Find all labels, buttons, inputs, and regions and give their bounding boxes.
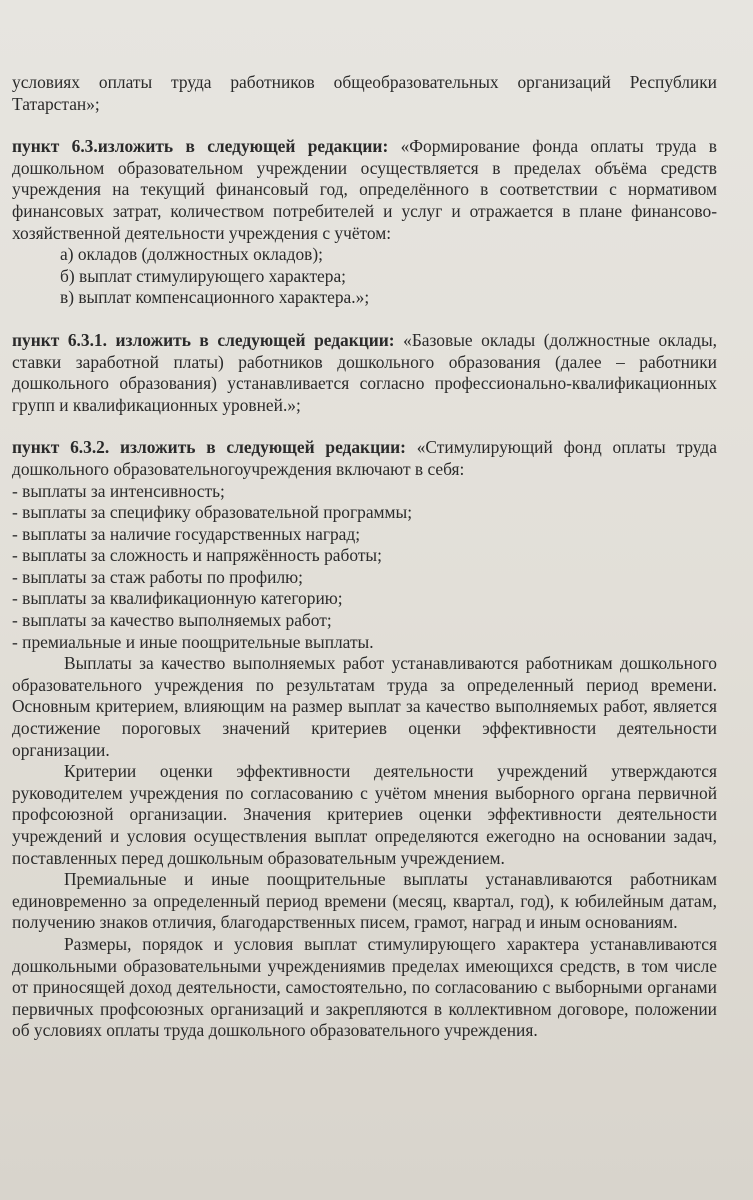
section-6-3 [12, 136, 717, 244]
section-6-3-label: пункт 6.3.изложить в следующей редакции: [12, 136, 389, 157]
section-6-3-2-label: пункт 6.3.2. изложить в следующей редакции: [12, 437, 406, 458]
body-paragraph: Критерии оценки эффективности деятельности учреждений утверждаются руководителем учреждения по согласованию с учётом мнения выборного органа первичной профсоюзной организации. Значения критериев оценки эффективности деятельности учреждений и условия осуществления выплат определяются ежегодно на основании задач, поставленных перед дошкольным образовательным учреждением. [12, 761, 717, 868]
body-paragraph: Размеры, порядок и условия выплат стимулирующего характера устанавливаются дошкольными образовательными учреждениямив пределах имеющихся средств, в том числе от приносящей доход деятельности, самостоятельно, по согласованию с выборными органами первичных профсоюзных организаций и закрепляются в коллективном договоре, положении об условиях оплаты труда дошкольного образовательного учреждения. [12, 933, 717, 1041]
list-item: в) выплат компенсационного характера.»; [60, 287, 370, 308]
list-item: б) выплат стимулирующего характера; [60, 265, 347, 286]
list-item: - выплаты за наличие государственных наград; [12, 523, 361, 544]
section-6-3-2-list [12, 481, 717, 654]
list-item: - выплаты за качество выполняемых работ; [12, 610, 332, 631]
spacer [12, 309, 717, 330]
list-item: - выплаты за специфику образовательной программы; [12, 502, 413, 523]
section-6-3-2 [12, 437, 717, 480]
section-6-3-1-text: «Базовые оклады (должностные оклады, ставки заработной платы) работников дошкольного образования (далее – работники дошкольного образования) устанавливается согласно профессионально-квалификационных групп и квалификационных уровней.»; [12, 329, 717, 415]
list-item: - выплаты за стаж работы по профилю; [12, 566, 303, 587]
list-item: - выплаты за сложность и напряжённость работы; [12, 545, 382, 566]
intro-paragraph: условиях оплаты труда работников общеобразовательных организаций Республики Татарстан»; [12, 72, 717, 114]
spacer [12, 416, 717, 437]
section-6-3-list [12, 244, 717, 309]
list-item: - выплаты за квалификационную категорию; [12, 588, 343, 609]
list-item: а) окладов (должностных окладов); [60, 244, 324, 265]
section-6-3-1 [12, 330, 717, 416]
body-paragraph: Выплаты за качество выполняемых работ устанавливаются работникам дошкольного образовательного учреждения по результатам труда за определенный период времени. Основным критерием, влияющим на размер выплат за качество выполняемых работ, является достижение пороговых значений критериев оценки эффективности деятельности организации. [12, 653, 717, 760]
body-paragraph: Премиальные и иные поощрительные выплаты устанавливаются работникам единовременно за определенный период времени (месяц, квартал, год), к юбилейным датам, получению знаков отличия, благодарственных писем, грамот, наград и иным основаниям. [12, 869, 717, 933]
section-6-3-2-text: «Стимулирующий фонд оплаты труда дошкольного образовательногоучреждения включают в себя: [12, 437, 717, 479]
spacer [12, 115, 717, 136]
list-item: - премиальные и иные поощрительные выплаты. [12, 631, 374, 652]
section-6-3-text: «Формирование фонда оплаты труда в дошкольном образовательном учреждении осуществляется в пределах объёма средств учреждения на текущий финансовый год, определённого в соответствии с нормативом финансовых затрат, количеством потребителей и услуг и отражается в плане финансово-хозяйственной деятельности учреждения с учётом: [12, 136, 717, 243]
list-item: - выплаты за интенсивность; [12, 480, 225, 501]
section-6-3-1-label: пункт 6.3.1. изложить в следующей редакции: [12, 329, 395, 350]
